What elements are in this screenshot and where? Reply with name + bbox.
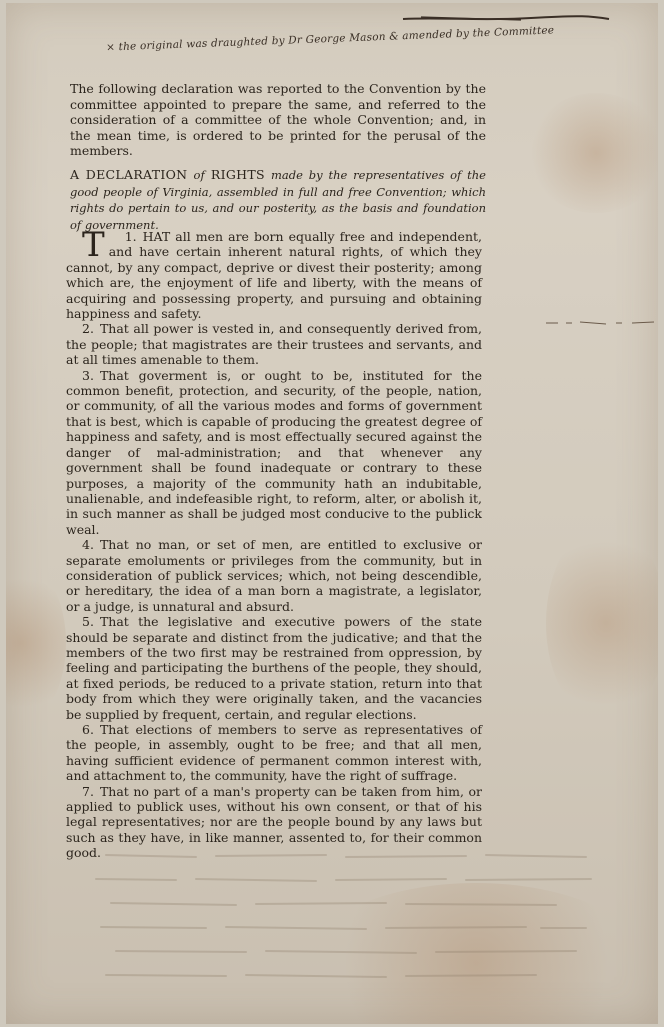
article-number: 5.: [82, 614, 94, 630]
article-number: 7.: [82, 783, 94, 799]
article-number: 3.: [82, 367, 94, 383]
heading-lead: A DECLARATION: [70, 167, 188, 182]
marginal-mark: [546, 319, 656, 327]
paper-stain: [6, 563, 66, 723]
intro-paragraph: The following declaration was reported to the Convention by the committee appointed to prepare the same, and referred to the consideration of a committee of the whole Convention; and, in the mean time, is ordered to be printed for the perusal of the members.: [70, 81, 486, 158]
article-number: 6.: [82, 722, 94, 737]
article-3: [66, 368, 482, 537]
article-text: That goverment is, or ought to be, instituted for the common benefit, protection, and security, of the people, nation, or community, of all the various modes and forms of government that is best, which is capable of producing the greatest degree of happiness and safety, and is most effectually secured against the danger of mal-administration; and that whenever any government shall be found inadequate or contrary to these purposes, a majority of the community hath an indubitable, unalienable, and indefeasible right, to reform, alter, or abolish it, in such manner as shall be judged most conducive to the publick weal.: [66, 367, 482, 537]
article-number: 4.: [82, 537, 94, 553]
faded-bleedthrough: [86, 835, 606, 995]
article-5: [66, 614, 482, 722]
article-text: That no man, or set of men, are entitled to exclusive or separate emoluments or privileges from the community, but in consideration of publick services; which, not being descendible, or hereditary, the idea of a man born a magistrate, a legislator, or a judge, is unnatural and absurd.: [66, 537, 482, 614]
handwritten-strikeout: [401, 13, 611, 25]
article-1: [66, 225, 482, 322]
paper-stain: [546, 523, 658, 723]
handwritten-annotation: × the original was draughted by Dr George Mason & amended by the Committee: [105, 24, 555, 54]
heading-of: of: [193, 168, 205, 182]
document-page: [6, 3, 658, 1024]
article-text: HAT all men are born equally free and independent, and have certain inherent natural rights, of which they cannot, by any compact, deprive or divest their posterity; among which are, the enjoyment of life and liberty, with the means of acquiring and possessing property, and pursuing and obtaining happiness and safety.: [66, 229, 482, 322]
heading-rest: made by the representatives of the good people of Virginia, assembled in full and free Convention; which rights do pertain to us, and our posterity, as the basis and foundation of government.: [70, 168, 486, 232]
paper-stain: [526, 93, 658, 213]
heading-rights: RIGHTS: [210, 167, 265, 182]
drop-cap: T: [82, 225, 105, 265]
article-6: [66, 722, 482, 784]
articles-list: [66, 225, 482, 861]
article-text: That no part of a man's property can be taken from him, or applied to publick uses, without his own consent, or that of his legal representatives; nor are the people bound by any laws but such as they have, in like manner, assented to, for their common good.: [66, 783, 482, 861]
declaration-heading: [70, 167, 486, 233]
article-2: [66, 321, 482, 367]
article-text: That the legislative and executive powers of the state should be separate and distinct from the judicative; and that the members of the two first may be restrained from oppression, by feeling and participating the burthens of the people, they should, at fixed periods, be reduced to a private station, return into that body from which they were originally taken, and the vacancies be supplied by frequent, certain, and regular elections.: [66, 614, 482, 722]
article-text: That all power is vested in, and consequently derived from, the people; that magistrates are their trustees and servants, and at all times amenable to them.: [66, 321, 482, 368]
article-4: [66, 537, 482, 614]
article-number: 2.: [82, 321, 94, 337]
article-number: 1.: [124, 229, 137, 244]
article-text: That elections of members to serve as representatives of the people, in assembly, ought to be free; and that all men, having sufficient evidence of permanent common interest with, and attachment to, the community, have the right of suffrage.: [66, 722, 482, 784]
